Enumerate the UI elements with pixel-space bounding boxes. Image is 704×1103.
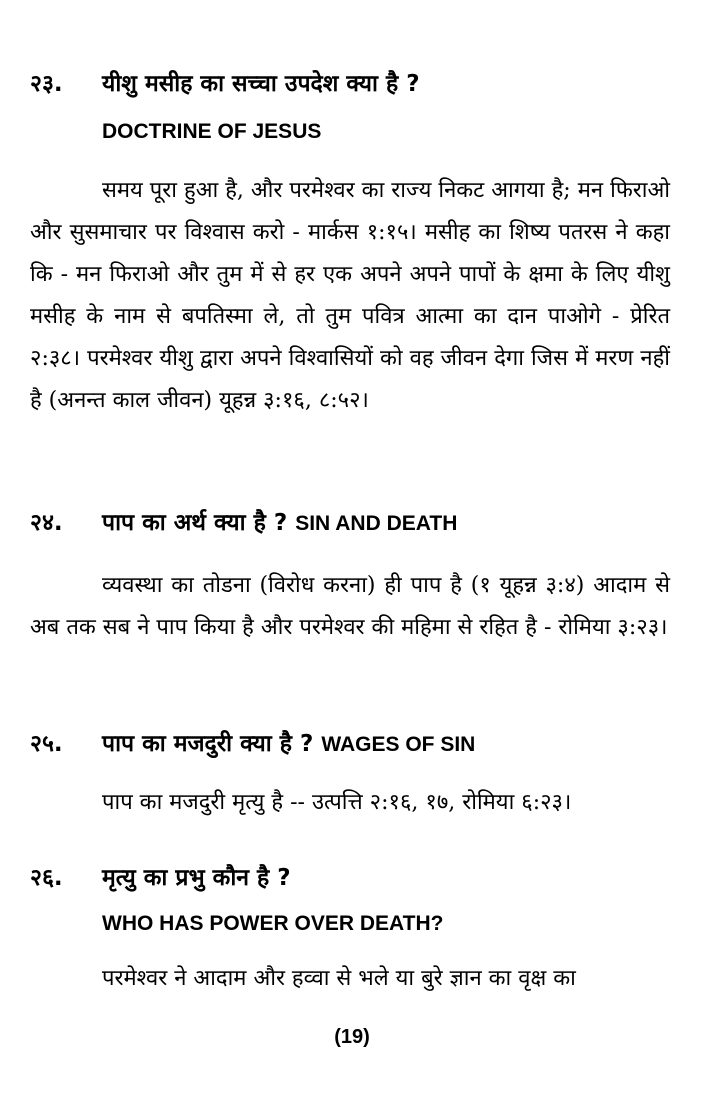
answer-paragraph-26: परमेश्वर ने आदाम और हव्वा से भले या बुरे ज्ञान का वृक्ष का bbox=[102, 966, 576, 991]
question-heading-24 bbox=[30, 505, 457, 537]
question-title-english: SIN AND DEATH bbox=[295, 512, 458, 535]
question-number: २६. bbox=[30, 865, 63, 891]
question-number: २४. bbox=[30, 510, 63, 536]
answer-paragraph-25: पाप का मजदुरी मृत्यु है -- उत्पत्ति २:१६, १७, रोमिया ६:२३। bbox=[102, 790, 572, 815]
question-title-hindi: यीशु मसीह का सच्चा उपदेश क्या है ? bbox=[102, 71, 420, 97]
question-title-hindi: पाप का मजदुरी क्या है ? bbox=[102, 731, 314, 757]
question-number: २३. bbox=[30, 71, 63, 97]
question-title-hindi: मृत्यु का प्रभु कौन है ? bbox=[102, 865, 291, 891]
question-subtitle-english: WHO HAS POWER OVER DEATH? bbox=[102, 912, 444, 935]
question-title-english: WAGES OF SIN bbox=[321, 733, 476, 756]
page-number: (19) bbox=[334, 1026, 370, 1048]
question-heading-26 bbox=[30, 860, 291, 892]
question-subtitle-english: DOCTRINE OF JESUS bbox=[102, 120, 322, 143]
answer-paragraph-23: समय पूरा हुआ है, और परमेश्वर का राज्य निकट आगया है; मन फिराओ और सुसमाचार पर विश्वास करो - मार्कस १:१५। मसीह का शिष्य पतरस ने कहा कि - मन फिराओ और तुम में से हर एक अपने अपने पापों के क्षमा के लिए यीशु मसीह के नाम से बपतिस्मा ले, तो तुम पवित्र आत्मा का दान पाओगे - प्रेरित २:३८। परमेश्वर यीशु द्वारा अपने विश्वासियों को वह जीवन देगा जिस में मरण नहीं है (अनन्त काल जीवन) यूहन्न ३:१६, ८:५२। bbox=[30, 178, 670, 413]
question-number: २५. bbox=[30, 731, 63, 757]
question-heading-25 bbox=[30, 726, 475, 758]
question-title-hindi: पाप का अर्थ क्या है ? bbox=[102, 510, 288, 536]
answer-paragraph-24: व्यवस्था का तोडना (विरोध करना) ही पाप है (१ यूहन्न ३:४) आदाम से अब तक सब ने पाप किया है और परमेश्वर की महिमा से रहित है - रोमिया ३:२३। bbox=[30, 573, 670, 640]
question-heading-23 bbox=[30, 66, 420, 98]
